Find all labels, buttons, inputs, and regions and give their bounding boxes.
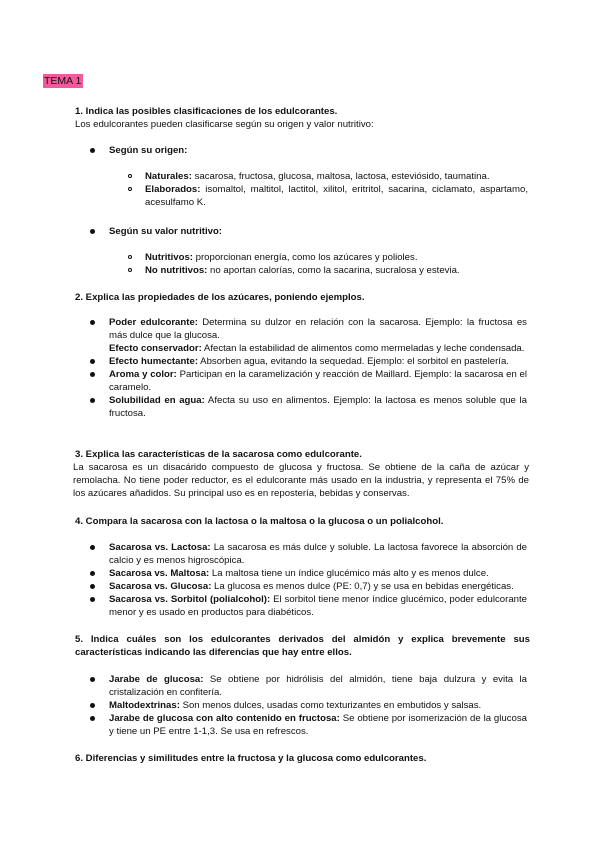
list-item: No nutritivos: no aportan calorías, como la sacarina, sucralosa y estevia. [128, 264, 528, 277]
question-4-title: 4. Compara la sacarosa con la lactosa o la maltosa o la glucosa o un polialcohol. [75, 516, 444, 527]
properties-list [90, 316, 527, 420]
value-list [90, 225, 527, 238]
question-3-title: 3. Explica las características de la sacarosa como edulcorante. [75, 449, 362, 460]
starch-derivatives-list [90, 673, 527, 738]
question-6-title: 6. Diferencias y similitudes entre la fructosa y la glucosa como edulcorantes. [75, 753, 427, 764]
list-item: Nutritivos: proporcionan energía, como los azúcares y polioles. [128, 251, 528, 264]
list-item: Sacarosa vs. Glucosa: La glucosa es menos dulce (PE: 0,7) y se usa en bebidas energéticas. [90, 580, 527, 593]
list-item: Naturales: sacarosa, fructosa, glucosa, maltosa, lactosa, esteviósido, taumatina. [128, 170, 528, 183]
question-1-intro: Los edulcorantes pueden clasificarse según su origen y valor nutritivo: [75, 119, 374, 130]
conservador-paragraph: Efecto conservador: Afectan la estabilidad de alimentos como mermeladas y leche condensada. [109, 343, 525, 354]
list-item: Jarabe de glucosa: Se obtiene por hidrólisis del almidón, tiene baja dulzura y evita la cristalización en confitería. [90, 673, 527, 699]
topic-tag: TEMA 1 [44, 75, 82, 87]
question-1-title: 1. Indica las posibles clasificaciones de los edulcorantes. [75, 106, 338, 117]
value-sublist [128, 251, 528, 277]
list-item: Maltodextrinas: Son menos dulces, usadas como texturizantes en embutidos y salsas. [90, 699, 527, 712]
list-item: Sacarosa vs. Maltosa: La maltosa tiene un índice glucémico más alto y es menos dulce. [90, 567, 527, 580]
list-item: Aroma y color: Participan en la caramelización y reacción de Maillard. Ejemplo: la sacarosa en el caramelo. [90, 368, 527, 394]
list-item: Sacarosa vs. Lactosa: La sacarosa es más dulce y soluble. La lactosa favorece la absorción de calcio y es menos higroscópica. [90, 541, 527, 567]
origin-list [90, 144, 527, 157]
list-item: Sacarosa vs. Sorbitol (polialcohol): El sorbitol tiene menor índice glucémico, poder edulcorante menor y es usado en productos para diabéticos. [90, 593, 527, 619]
list-item: Solubilidad en agua: Afecta su uso en alimentos. Ejemplo: la lactosa es menos soluble que la fructosa. [90, 394, 527, 420]
origin-sublist [128, 170, 528, 209]
question-2-title: 2. Explica las propiedades de los azúcares, poniendo ejemplos. [75, 292, 365, 303]
question-3-text: La sacarosa es un disacárido compuesto de glucosa y fructosa. Se obtiene de la caña de azúcar y remolacha. No tiene poder reductor, es el edulcorante más usado en la industria, y representa el 75% de los azúcares añadidos. Su principal uso es en repostería, bebidas y conservas. [73, 462, 529, 499]
list-item: Efecto humectante: Absorben agua, evitando la sequedad. Ejemplo: el sorbitol en pastelería. [90, 355, 527, 368]
list-item: Según su valor nutritivo: [90, 225, 527, 238]
list-item: Elaborados: isomaltol, maltitol, lactitol, xilitol, eritritol, sacarina, ciclamato, aspartamo, acesulfamo K. [128, 183, 528, 209]
list-item: Según su origen: [90, 144, 527, 157]
comparison-list [90, 541, 527, 619]
list-item: Jarabe de glucosa con alto contenido en fructosa: Se obtiene por isomerización de la glucosa y tiene un PE entre 1-1,3. Se usa en refrescos. [90, 712, 527, 738]
question-5-title: 5. Indica cuáles son los edulcorantes derivados del almidón y explica brevemente sus características indicando las diferencias que hay entre ellos. [75, 634, 530, 658]
list-item: Poder edulcorante: Determina su dulzor en relación con la sacarosa. Ejemplo: la fructosa es más dulce que la glucosa. Efecto conservador: Afectan la estabilidad de alimentos como mermeladas y leche condensada. [90, 316, 527, 355]
